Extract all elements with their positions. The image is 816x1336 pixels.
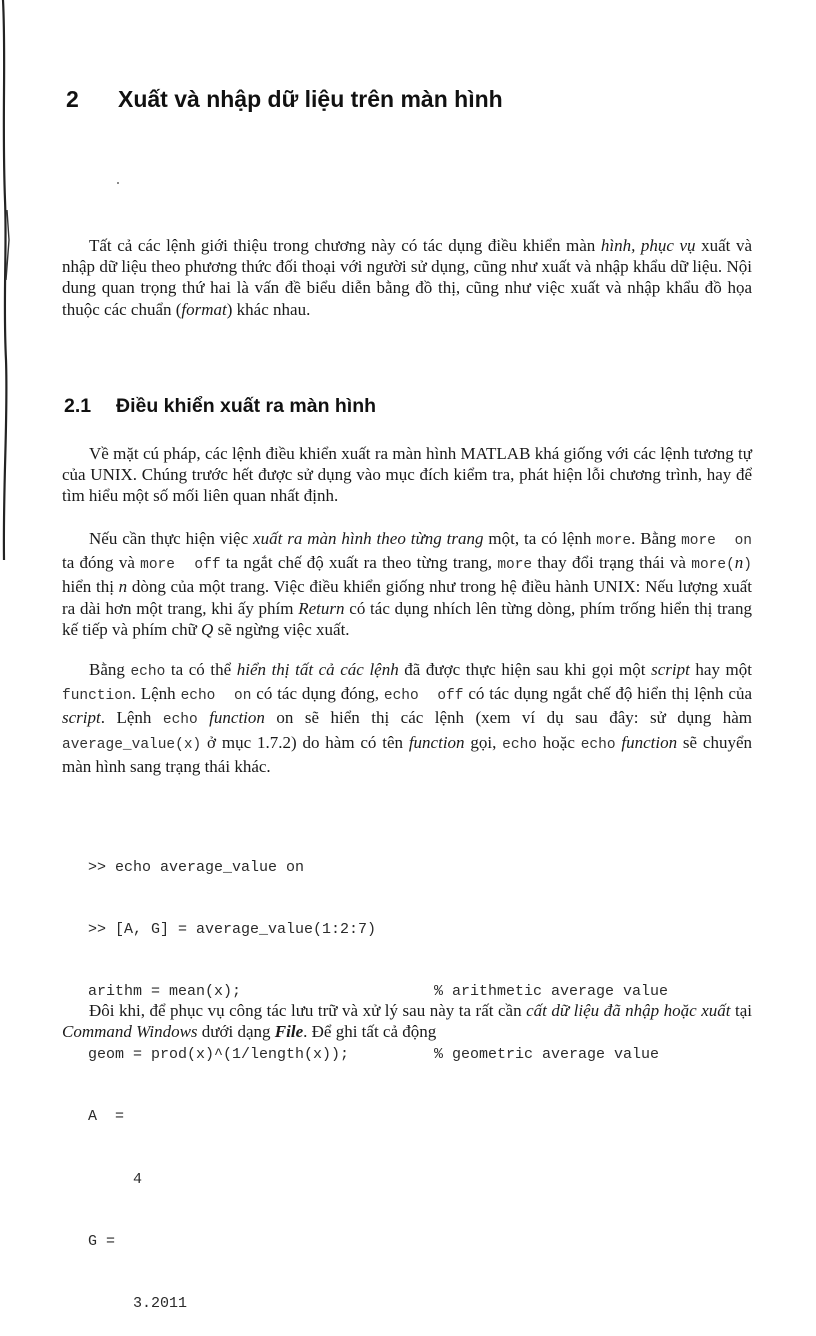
paragraph-echo: Bằng echo ta có thể hiển thị tất cả các lệnh đã được thực hiện sau khi gọi một script hay một function. Lệnh echo on có tác dụng đóng, echo off có tác dụng ngắt chế độ hiển thị lệnh của script. Lệnh echo function on sẽ hiển thị các lệnh (xem ví dụ sau đây: sử dụng hàm average_value(x) ở mục 1.7.2) do hàm có tên function gọi, echo hoặc echo function sẽ chuyển màn hình sang trạng thái khác. <box>62 660 753 776</box>
code-line: 4 <box>88 1170 143 1188</box>
code-comment: % geometric average value <box>434 1045 660 1063</box>
intro-paragraph: Tất cả các lệnh giới thiệu trong chương này có tác dụng điều khiển màn hình, phục vụ xuất và nhập dữ liệu theo phương thức đối thoại với người sử dụng, cũng như xuất và nhập khẩu dữ liệu. Nội dung quan trọng thứ hai là vấn đề biểu diễn bằng đồ thị, cũng như việc xuất và nhập khẩu đồ họa thuộc các chuẩn (format) khác nhau. <box>62 236 752 319</box>
section-number: 2.1 <box>64 395 92 417</box>
code-line: A = <box>88 1108 125 1126</box>
section-title <box>64 395 376 418</box>
chapter-number: 2 <box>66 86 79 112</box>
paragraph-more: Nếu cần thực hiện việc xuất ra màn hình theo từng trang một, ta có lệnh more. Bằng more on ta đóng và more off ta ngắt chế độ xuất ra theo từng trang, more thay đổi trạng thái và more(n) hiển thị n dòng của một trang. Việc điều khiển giống như trong hệ điều hành UNIX: Nếu lượng xuất ra dài hơn một trang, khi ấy phím Return có tác dụng nhích lên từng dòng, phím trống hiển thị trang kế tiếp và phím chữ Q sẽ ngừng việc xuất. <box>62 529 752 639</box>
section-title-text: Điều khiển xuất ra màn hình <box>116 395 377 417</box>
chapter-title-text: Xuất và nhập dữ liệu trên màn hình <box>118 86 503 112</box>
code-line: >> [A, G] = average_value(1:2:7) <box>88 920 377 938</box>
code-line: geom = prod(x)^(1/length(x)); % geometric average value <box>88 1045 376 1066</box>
speck <box>117 182 119 184</box>
code-comment: % arithmetic average value <box>434 983 669 1001</box>
paragraph-save-data: Đôi khi, để phục vụ công tác lưu trữ và xử lý sau này ta rất cần cất dữ liệu đã nhập hoặc xuất tại Command Windows dưới dạng File. Để ghi tất cả động <box>62 1001 753 1042</box>
paragraph-syntax: Về mặt cú pháp, các lệnh điều khiển xuất ra màn hình MATLAB khá giống với các lệnh tương tự của UNIX. Chúng trước hết được sử dụng vào mục đích kiểm tra, phát hiện lỗi chương trình, hay để tìm hiểu một số mối liên quan nhất định. <box>62 444 752 506</box>
page-spine-edge <box>0 0 10 560</box>
code-line: 3.2011 <box>88 1295 188 1313</box>
code-line: arithm = mean(x); % arithmetic average value <box>88 982 376 1003</box>
code-line: >> echo average_value on <box>88 858 305 876</box>
chapter-title <box>66 86 503 113</box>
code-line: G = <box>88 1232 116 1250</box>
